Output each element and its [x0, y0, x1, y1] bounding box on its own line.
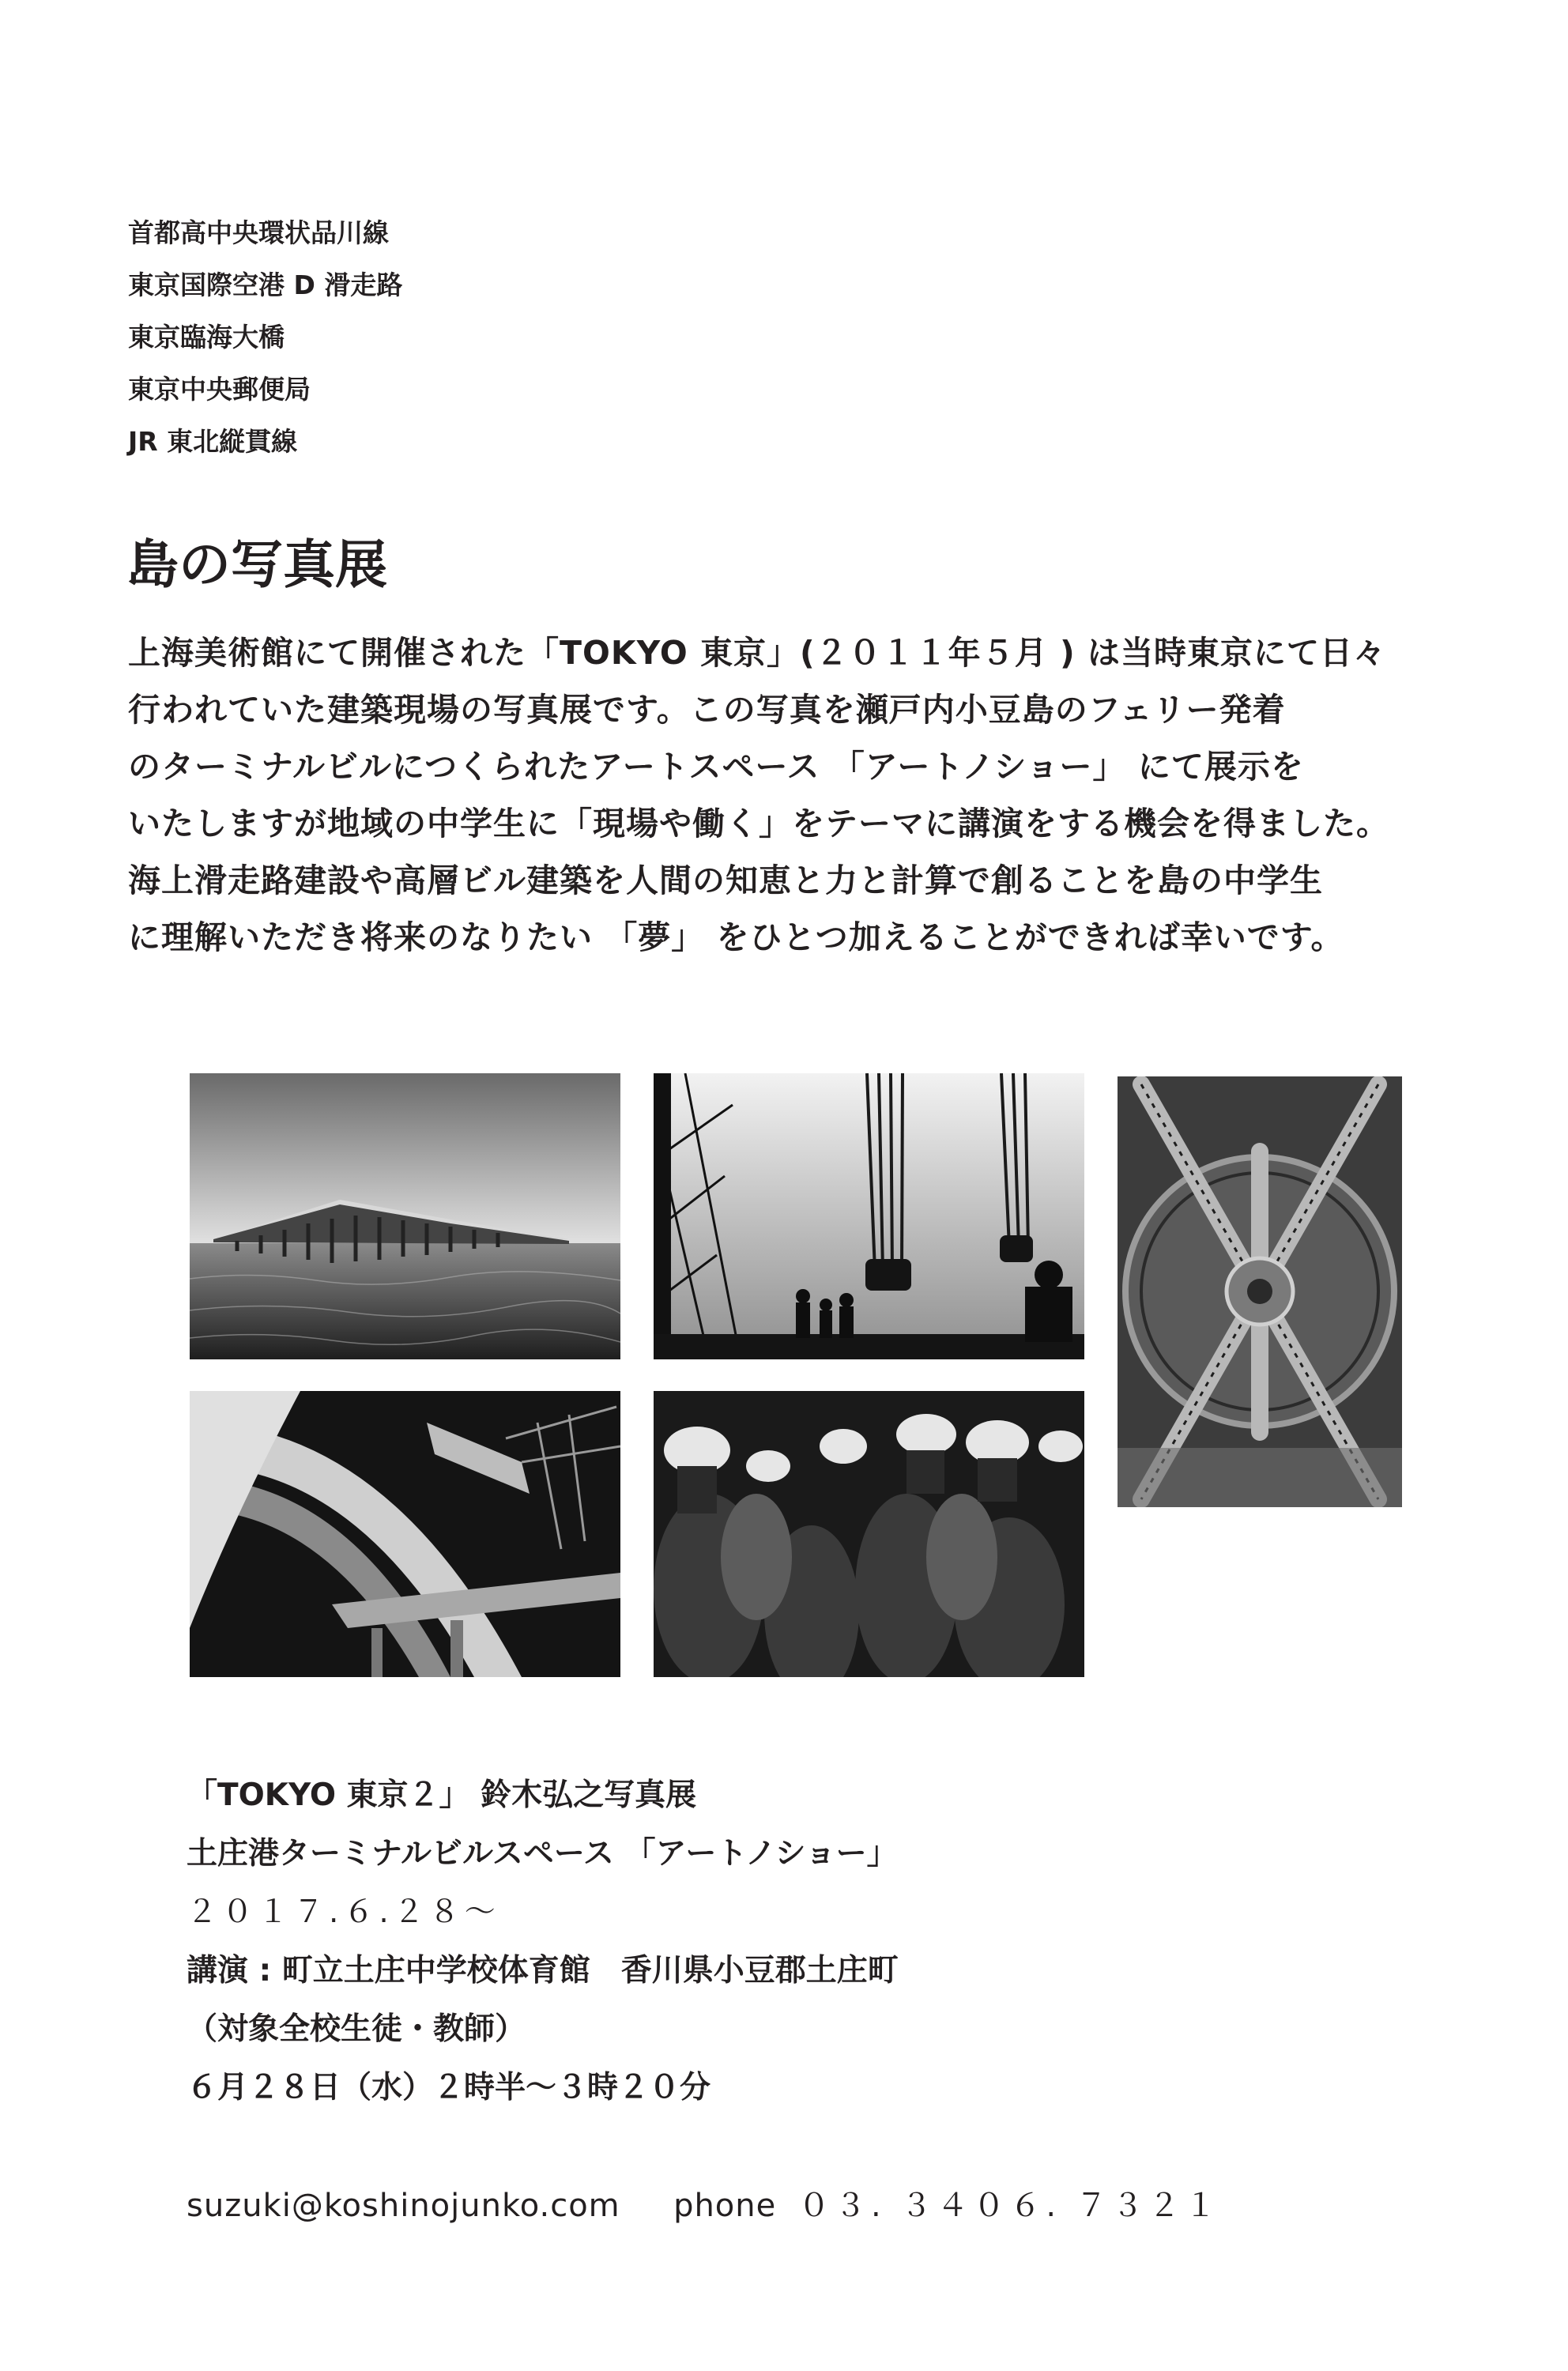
audience: （対象全校生徒・教師） — [187, 2011, 526, 2047]
location-item: 東京国際空港 D 滑走路 — [128, 270, 403, 300]
event-info — [187, 1766, 899, 2117]
description-line: いたしますが地域の中学生に「現場や働く」をテーマに講演をする機会を得ました。 — [128, 805, 1389, 842]
phone-number[interactable]: ０３. ３４０６. ７３２１ — [797, 2188, 1221, 2224]
highway-interchange-photo — [190, 1391, 620, 1677]
lecture-time: ６月２８日（水）２時半～３時２０分 — [187, 2070, 711, 2105]
description — [128, 624, 1472, 966]
location-item: 東京中央郵便局 — [128, 374, 311, 405]
location-item: JR 東北縦貫線 — [128, 426, 298, 457]
page-title: 島の写真展 — [126, 534, 387, 595]
construction-workers-photo — [654, 1391, 1084, 1677]
contact-line — [187, 2177, 1221, 2235]
exhibition-name: 「TOKYO 東京２」 鈴木弘之写真展 — [187, 1777, 697, 1813]
venue: 土庄港ターミナルビルスペース 「アートノショー」 — [187, 1836, 898, 1872]
email-link[interactable]: suzuki@koshinojunko.com — [187, 2188, 620, 2224]
crane-cables-photo — [654, 1073, 1084, 1359]
location-item: 東京臨海大橋 — [128, 322, 285, 352]
location-list — [128, 207, 402, 468]
description-line: 海上滑走路建設や高層ビル建築を人間の知恵と力と計算で創ることを島の中学生 — [128, 861, 1323, 899]
tunnel-boring-machine-photo — [1118, 1076, 1402, 1507]
description-line: 行われていた建築現場の写真展です。この写真を瀬戸内小豆島のフェリー発着 — [128, 691, 1286, 729]
runway-pier-photo — [190, 1073, 620, 1359]
event-date: ２０１７.６.２８～ — [187, 1894, 500, 1930]
description-line: 上海美術館にて開催された「TOKYO 東京」(２０１１年５月 ) は当時東京にて日々 — [128, 634, 1386, 672]
lecture-location: 講演 : 町立土庄中学校体育館 香川県小豆郡土庄町 — [187, 1953, 899, 1988]
description-line: のターミナルビルにつくられたアートスペース 「アートノショー」 にて展示を — [128, 748, 1304, 786]
location-item: 首都高中央環状品川線 — [128, 217, 389, 248]
phone-label: phone — [673, 2188, 777, 2224]
description-line: に理解いただき将来のなりたい 「夢」 をひとつ加えることができれば幸いです。 — [128, 918, 1344, 956]
